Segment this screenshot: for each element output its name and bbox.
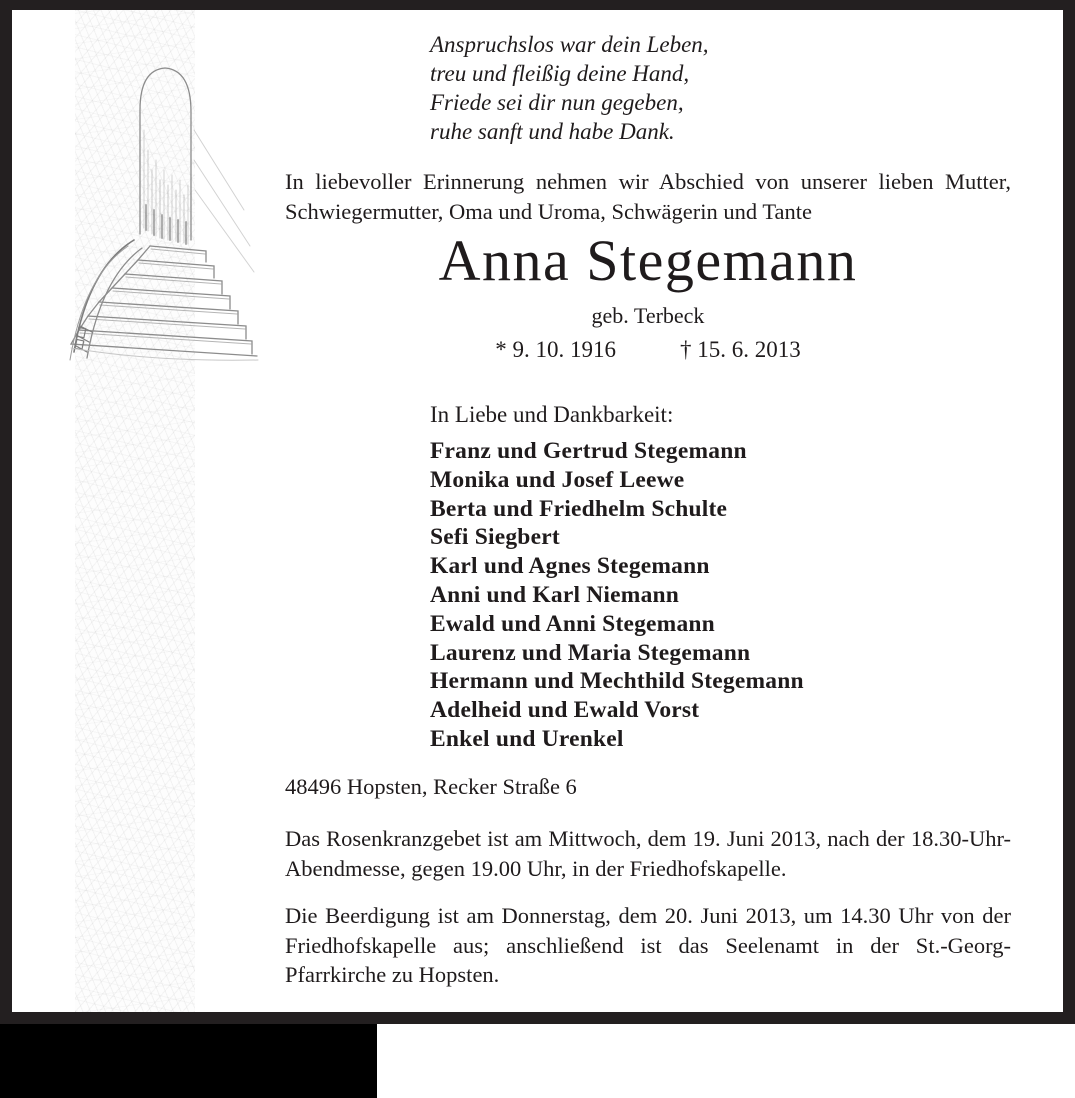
mourner-name: Franz und Gertrud Stegemann	[430, 438, 747, 464]
dedication-line: In Liebe und Dankbarkeit:	[430, 402, 674, 427]
mourner-name: Karl und Agnes Stegemann	[430, 553, 710, 580]
mourners-list	[285, 437, 1011, 754]
burial-paragraph: Die Beerdigung ist am Donnerstag, dem 20. Juni 2013, um 14.30 Uhr von der Friedhofskapelle aus; anschließend ist das Seelenamt in der St.-Georg-Pfarrkirche zu Hopsten.	[285, 903, 1011, 987]
staircase-doorway-sketch-icon	[54, 10, 264, 376]
poem-line: treu und fleißig deine Hand,	[430, 61, 690, 86]
mourner-name: Laurenz und Maria Stegemann	[430, 639, 751, 666]
poem-line: Anspruchslos war dein Leben,	[430, 32, 709, 57]
mourner-name: Sefi Siegbert	[430, 524, 560, 551]
birth-date: * 9. 10. 1916	[495, 337, 616, 362]
rosary-paragraph: Das Rosenkranzgebet ist am Mittwoch, dem 19. Juni 2013, nach der 18.30-Uhr-Abendmesse, gegen 19.00 Uhr, in der Friedhofskapelle.	[285, 826, 1011, 881]
mourner-name: Adelheid und Ewald Vorst	[430, 697, 700, 724]
intro-paragraph: In liebevoller Erinnerung nehmen wir Abschied von unserer lieben Mutter, Schwiegermutter, Oma und Uroma, Schwägerin und Tante	[285, 169, 1011, 224]
mourner-name: Ewald und Anni Stegemann	[430, 610, 715, 637]
mourner-name: Anni und Karl Niemann	[430, 581, 680, 608]
memorial-poem	[285, 30, 1011, 146]
mourner-name: Monika und Josef Leewe	[430, 466, 685, 493]
life-dates	[285, 336, 1011, 364]
poem-line: ruhe sanft und habe Dank.	[430, 119, 675, 144]
death-date: † 15. 6. 2013	[680, 337, 801, 362]
deceased-name: Anna Stegemann	[438, 228, 858, 293]
bottom-left-black-block	[0, 1024, 377, 1098]
mourner-name: Enkel und Urenkel	[430, 725, 624, 752]
family-address: 48496 Hopsten, Recker Straße 6	[285, 774, 577, 799]
mourner-name: Hermann und Mechthild Stegemann	[430, 668, 804, 695]
mourner-name: Berta und Friedhelm Schulte	[430, 495, 728, 522]
maiden-name: geb. Terbeck	[591, 303, 705, 328]
notice-text-column	[285, 10, 1011, 1012]
poem-line: Friede sei dir nun gegeben,	[430, 90, 684, 115]
